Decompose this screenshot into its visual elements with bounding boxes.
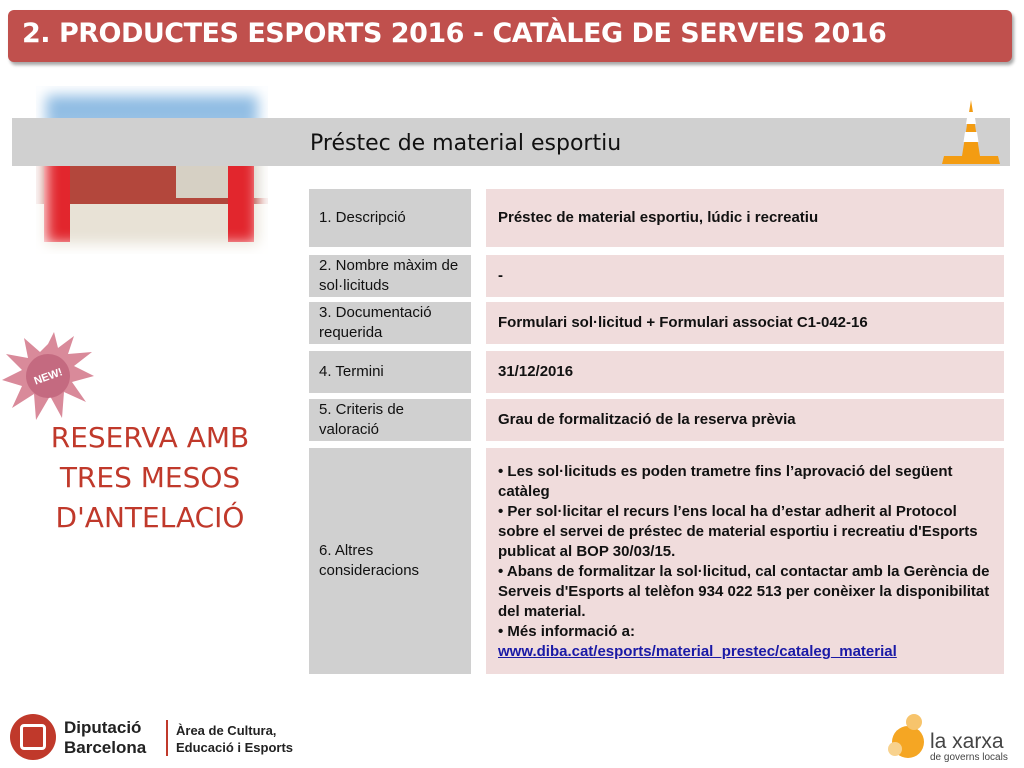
- area-line-2: Educació i Esports: [176, 740, 294, 755]
- bullet-item: • Les sol·licituds es poden trametre fins l’aprovació del següent catàleg: [498, 463, 953, 500]
- new-badge-text: NEW!: [32, 366, 65, 388]
- xarxa-logo: [888, 712, 1018, 766]
- row-value-documentacio: Formulari sol·licitud + Formulari associat C1-042-16: [486, 302, 1004, 344]
- dip-line-2: Barcelona: [64, 738, 147, 757]
- material-link[interactable]: www.diba.cat/esports/material_prestec/cataleg_material: [498, 643, 897, 660]
- row-label-altres: 6. Altres consideracions: [309, 448, 471, 674]
- reserva-line-1: RESERVA AMB: [50, 421, 250, 454]
- title-bar: [8, 10, 1012, 62]
- traffic-cone-icon: [940, 98, 1002, 166]
- logo-separator: [166, 720, 168, 756]
- inflatable-arch-photo: [36, 86, 268, 254]
- row-label-nombre-maxim: 2. Nombre màxim de sol·licituds: [309, 255, 471, 297]
- dip-line-1: Diputació: [64, 718, 142, 737]
- reserva-notice: [38, 418, 262, 538]
- diputacio-shield-icon: [10, 714, 56, 760]
- row-value-altres: [486, 448, 1004, 674]
- section-header: Préstec de material esportiu: [310, 131, 622, 156]
- reserva-line-3: D'ANTELACIÓ: [55, 501, 245, 534]
- row-value-descripcio: Préstec de material esportiu, lúdic i recreatiu: [486, 189, 1004, 247]
- area-line-1: Àrea de Cultura,: [176, 723, 277, 738]
- xarxa-main: la xarxa: [930, 730, 1004, 753]
- row-label-termini: 4. Termini: [309, 351, 471, 393]
- bullet-item: • Més informació a:: [498, 623, 635, 640]
- diputacio-logo: [10, 714, 310, 762]
- xarxa-sub: de governs locals: [930, 752, 1008, 763]
- row-label-descripcio: 1. Descripció: [309, 189, 471, 247]
- new-badge-icon: [0, 330, 96, 422]
- row-label-criteris: 5. Criteris de valoració: [309, 399, 471, 441]
- row-value-criteris: Grau de formalització de la reserva prèvia: [486, 399, 1004, 441]
- row-label-documentacio: 3. Documentació requerida: [309, 302, 471, 344]
- reserva-line-2: TRES MESOS: [59, 461, 241, 494]
- bullet-item: • Abans de formalitzar la sol·licitud, cal contactar amb la Gerència de Serveis d'Esports al telèfon 934 022 513 per conèixer la disponibilitat del material.: [498, 563, 990, 620]
- slide-title: 2. PRODUCTES ESPORTS 2016 - CATÀLEG DE SERVEIS 2016: [22, 18, 887, 49]
- row-value-nombre-maxim: -: [486, 255, 1004, 297]
- row-value-termini: 31/12/2016: [486, 351, 1004, 393]
- bullet-item: • Per sol·licitar el recurs l’ens local ha d’estar adherit al Protocol sobre el servei de préstec de material esportiu i recreatiu d'Esports publicat al BOP 30/03/15.: [498, 503, 978, 560]
